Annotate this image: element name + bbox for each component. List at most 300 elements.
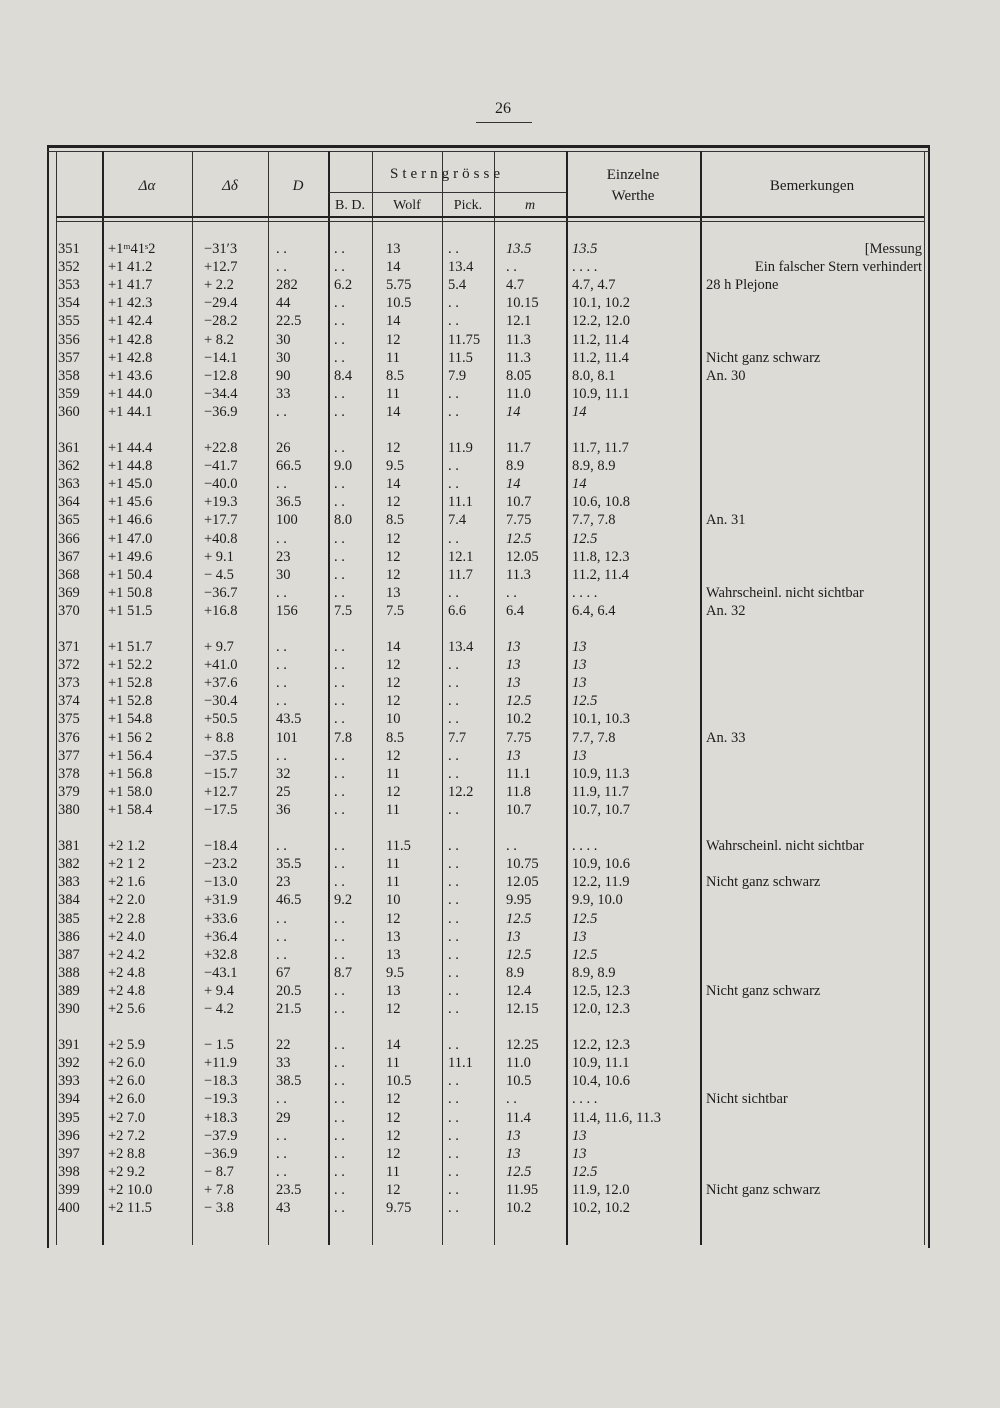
table-row <box>56 584 926 602</box>
mag-bd: 8.0 <box>334 512 353 529</box>
mag-m: 10.7 <box>506 494 532 511</box>
delta-alpha: +2 2.0 <box>108 892 146 909</box>
mag-wolf: 12 <box>386 548 401 565</box>
table-row <box>56 946 926 964</box>
mag-pick: 6.6 <box>448 602 467 619</box>
delta-alpha: +1 52.8 <box>108 675 153 692</box>
mag-bd: 8.7 <box>334 964 353 981</box>
table-row <box>56 258 926 276</box>
page-number-rule <box>476 122 532 123</box>
diameter: 36.5 <box>276 494 302 511</box>
row-number: 395 <box>58 1109 80 1126</box>
mag-bd: . . <box>334 403 345 420</box>
row-number: 357 <box>58 349 80 366</box>
row-number: 388 <box>58 964 80 981</box>
delta-delta: −29.4 <box>204 295 238 312</box>
delta-alpha: +1 52.8 <box>108 693 153 710</box>
mag-bd: . . <box>334 530 345 547</box>
mag-m: 13 <box>506 657 521 674</box>
mag-wolf: 11 <box>386 765 400 782</box>
row-number: 364 <box>58 494 80 511</box>
mag-wolf: 11 <box>386 1055 400 1072</box>
mag-m: 12.5 <box>506 1163 532 1180</box>
mag-wolf: 12 <box>386 331 401 348</box>
einzelne-werthe: 13 <box>572 657 587 674</box>
einzelne-werthe: 4.7, 4.7 <box>572 277 616 294</box>
delta-delta: +41.0 <box>204 657 238 674</box>
diameter: 38.5 <box>276 1073 302 1090</box>
mag-pick: . . <box>448 964 459 981</box>
diameter: 30 <box>276 566 291 583</box>
mag-bd: . . <box>334 313 345 330</box>
diameter: 29 <box>276 1109 291 1126</box>
bemerkung: Wahrscheinl. nicht sichtbar <box>706 584 864 601</box>
row-number: 384 <box>58 892 80 909</box>
mag-m: 12.05 <box>506 548 539 565</box>
table-row <box>56 873 926 891</box>
mag-pick: 11.9 <box>448 440 473 457</box>
delta-delta: +18.3 <box>204 1109 238 1126</box>
mag-wolf: 14 <box>386 403 401 420</box>
diameter: . . <box>276 693 287 710</box>
einzelne-werthe: 8.9, 8.9 <box>572 964 616 981</box>
diameter: 43.5 <box>276 711 302 728</box>
mag-bd: . . <box>334 241 345 258</box>
table-row <box>56 530 926 548</box>
delta-delta: +31.9 <box>204 892 238 909</box>
mag-m: 13 <box>506 747 521 764</box>
delta-delta: −41.7 <box>204 458 238 475</box>
mag-wolf: 12 <box>386 783 401 800</box>
mag-wolf: 14 <box>386 259 401 276</box>
mag-bd: . . <box>334 657 345 674</box>
table-row <box>56 909 926 927</box>
mag-pick: . . <box>448 1200 459 1217</box>
delta-alpha: +2 6.0 <box>108 1073 146 1090</box>
diameter: 90 <box>276 367 291 384</box>
mag-pick: . . <box>448 693 459 710</box>
mag-pick: . . <box>448 1109 459 1126</box>
diameter: . . <box>276 838 287 855</box>
table-row <box>56 602 926 620</box>
mag-m: 11.3 <box>506 331 531 348</box>
mag-pick: 11.7 <box>448 566 473 583</box>
diameter: . . <box>276 946 287 963</box>
bemerkung <box>700 1072 926 1090</box>
mag-wolf: 13 <box>386 241 401 258</box>
mag-pick: . . <box>448 476 459 493</box>
mag-pick: . . <box>448 910 459 927</box>
delta-alpha: +1 44.1 <box>108 403 153 420</box>
delta-alpha: +1 56.4 <box>108 747 153 764</box>
mag-m: 13.5 <box>506 241 532 258</box>
einzelne-werthe: 11.2, 11.4 <box>572 566 629 583</box>
row-number: 376 <box>58 729 80 746</box>
diameter: 21.5 <box>276 1000 302 1017</box>
mag-m: 10.2 <box>506 1200 532 1217</box>
einzelne-werthe: 11.7, 11.7 <box>572 440 629 457</box>
diameter: . . <box>276 241 287 258</box>
mag-m: 12.5 <box>506 910 532 927</box>
mag-pick: 13.4 <box>448 639 474 656</box>
mag-bd: . . <box>334 1091 345 1108</box>
mag-bd: . . <box>334 331 345 348</box>
mag-m: 13 <box>506 675 521 692</box>
row-number: 354 <box>58 295 80 312</box>
delta-delta: −34.4 <box>204 385 238 402</box>
row-number: 360 <box>58 403 80 420</box>
diameter: 23 <box>276 548 291 565</box>
einzelne-werthe: 10.7, 10.7 <box>572 801 630 818</box>
delta-alpha: +2 5.9 <box>108 1037 146 1054</box>
bemerkung: An. 32 <box>706 602 746 619</box>
mag-wolf: 11 <box>386 385 400 402</box>
mag-m: 8.9 <box>506 964 525 981</box>
diameter: 33 <box>276 1055 291 1072</box>
row-number: 374 <box>58 693 80 710</box>
mag-bd: . . <box>334 946 345 963</box>
einzelne-werthe: . . . . <box>572 259 598 276</box>
row-number: 368 <box>58 566 80 583</box>
group-spacer <box>56 1018 926 1036</box>
diameter: . . <box>276 639 287 656</box>
mag-m: 13 <box>506 1127 521 1144</box>
mag-m: 11.0 <box>506 1055 531 1072</box>
table-row <box>56 729 926 747</box>
diameter: 23.5 <box>276 1181 302 1198</box>
delta-alpha: +1 51.5 <box>108 602 153 619</box>
table-row <box>56 982 926 1000</box>
einzelne-werthe: 11.8, 12.3 <box>572 548 630 565</box>
delta-alpha: +2 6.0 <box>108 1055 146 1072</box>
row-number: 387 <box>58 946 80 963</box>
einzelne-werthe: 12.5 <box>572 530 598 547</box>
mag-m: 4.7 <box>506 277 525 294</box>
delta-delta: −36.9 <box>204 1145 238 1162</box>
delta-delta: +33.6 <box>204 910 238 927</box>
row-number: 397 <box>58 1145 80 1162</box>
delta-alpha: +1 42.8 <box>108 349 153 366</box>
table-row <box>56 1072 926 1090</box>
mag-pick: 11.75 <box>448 331 481 348</box>
diameter: . . <box>276 1091 287 1108</box>
bemerkung <box>700 530 926 548</box>
einzelne-werthe: 8.0, 8.1 <box>572 367 616 384</box>
delta-delta: −12.8 <box>204 367 238 384</box>
mag-pick: . . <box>448 1181 459 1198</box>
bemerkung: Nicht sichtbar <box>706 1091 788 1108</box>
row-number: 396 <box>58 1127 80 1144</box>
einzelne-werthe: 12.5 <box>572 1163 598 1180</box>
mag-wolf: 12 <box>386 1109 401 1126</box>
delta-alpha: +1 58.0 <box>108 783 153 800</box>
delta-alpha: +1 42.8 <box>108 331 153 348</box>
einzelne-werthe: . . . . <box>572 584 598 601</box>
einzelne-werthe: 6.4, 6.4 <box>572 602 616 619</box>
delta-alpha: +1 43.6 <box>108 367 153 384</box>
delta-delta: −19.3 <box>204 1091 238 1108</box>
mag-wolf: 11 <box>386 1163 400 1180</box>
mag-bd: . . <box>334 1200 345 1217</box>
table-row <box>56 692 926 710</box>
row-number: 366 <box>58 530 80 547</box>
diameter: . . <box>276 910 287 927</box>
einzelne-werthe: 10.1, 10.2 <box>572 295 630 312</box>
delta-delta: −18.4 <box>204 838 238 855</box>
bemerkung <box>700 855 926 873</box>
delta-alpha: +2 1.6 <box>108 874 146 891</box>
einzelne-werthe: 10.9, 11.1 <box>572 1055 630 1072</box>
table-top-rule <box>47 151 930 152</box>
mag-wolf: 12 <box>386 657 401 674</box>
mag-m: 10.2 <box>506 711 532 728</box>
table-row <box>56 1199 926 1217</box>
delta-delta: +11.9 <box>204 1055 238 1072</box>
row-number: 390 <box>58 1000 80 1017</box>
delta-alpha: +1 44.8 <box>108 458 153 475</box>
bemerkung: An. 33 <box>706 729 746 746</box>
delta-alpha: +1 54.8 <box>108 711 153 728</box>
bemerkung <box>700 330 926 348</box>
einzelne-werthe: 10.6, 10.8 <box>572 494 630 511</box>
header-delta-alpha: Δα <box>138 178 156 194</box>
bemerkung <box>700 692 926 710</box>
delta-delta: +16.8 <box>204 602 238 619</box>
mag-bd: . . <box>334 1037 345 1054</box>
delta-delta: −43.1 <box>204 964 238 981</box>
mag-bd: . . <box>334 874 345 891</box>
einzelne-werthe: 10.4, 10.6 <box>572 1073 630 1090</box>
mag-bd: . . <box>334 1000 345 1017</box>
table-row <box>56 765 926 783</box>
mag-bd: . . <box>334 1163 345 1180</box>
delta-delta: −14.1 <box>204 349 238 366</box>
bemerkung <box>700 638 926 656</box>
delta-delta: − 4.2 <box>204 1000 234 1017</box>
mag-m: . . <box>506 1091 517 1108</box>
delta-delta: − 8.7 <box>204 1163 234 1180</box>
einzelne-werthe: 12.0, 12.3 <box>572 1000 630 1017</box>
table-row <box>56 566 926 584</box>
mag-wolf: 14 <box>386 639 401 656</box>
diameter: 101 <box>276 729 298 746</box>
mag-bd: . . <box>334 566 345 583</box>
mag-bd: . . <box>334 349 345 366</box>
delta-alpha: +1 50.8 <box>108 584 153 601</box>
mag-bd: . . <box>334 711 345 728</box>
row-number: 359 <box>58 385 80 402</box>
bemerkung <box>700 403 926 421</box>
diameter: . . <box>276 1163 287 1180</box>
mag-wolf: 12 <box>386 1127 401 1144</box>
mag-wolf: 13 <box>386 946 401 963</box>
delta-alpha: +1 44.0 <box>108 385 153 402</box>
delta-alpha: +2 4.8 <box>108 982 146 999</box>
row-number: 353 <box>58 277 80 294</box>
bemerkung <box>700 765 926 783</box>
header-bemerkungen: Bemerkungen <box>769 178 855 194</box>
mag-wolf: 12 <box>386 747 401 764</box>
bemerkung <box>700 783 926 801</box>
delta-alpha: +1 41.2 <box>108 259 153 276</box>
table-row <box>56 330 926 348</box>
mag-pick: . . <box>448 1000 459 1017</box>
delta-delta: + 2.2 <box>204 277 234 294</box>
mag-wolf: 14 <box>386 313 401 330</box>
table-row <box>56 240 926 258</box>
table-row <box>56 294 926 312</box>
mag-wolf: 14 <box>386 1037 401 1054</box>
mag-m: 6.4 <box>506 602 525 619</box>
delta-alpha: +2 6.0 <box>108 1091 146 1108</box>
delta-alpha: +1 56.8 <box>108 765 153 782</box>
mag-pick: 7.7 <box>448 729 467 746</box>
einzelne-werthe: 11.2, 11.4 <box>572 349 629 366</box>
group-spacer <box>56 421 926 439</box>
mag-pick: . . <box>448 657 459 674</box>
bemerkung <box>700 801 926 819</box>
diameter: 46.5 <box>276 892 302 909</box>
table-row <box>56 1090 926 1108</box>
bemerkung <box>700 1163 926 1181</box>
delta-alpha: +2 2.8 <box>108 910 146 927</box>
mag-wolf: 10 <box>386 711 401 728</box>
mag-m: 10.7 <box>506 801 532 818</box>
mag-bd: . . <box>334 1055 345 1072</box>
table-row <box>56 367 926 385</box>
mag-wolf: 9.75 <box>386 1200 412 1217</box>
mag-wolf: 12 <box>386 1000 401 1017</box>
table-row <box>56 1163 926 1181</box>
mag-m: 11.3 <box>506 349 531 366</box>
delta-delta: + 7.8 <box>204 1181 234 1198</box>
mag-bd: 7.5 <box>334 602 353 619</box>
header-bottom-rule-2 <box>56 221 924 222</box>
bemerkung: An. 30 <box>706 367 746 384</box>
table-row <box>56 801 926 819</box>
einzelne-werthe: 14 <box>572 476 587 493</box>
mag-wolf: 11.5 <box>386 838 411 855</box>
table-row <box>56 475 926 493</box>
mag-m: 11.95 <box>506 1181 539 1198</box>
header-bd: B. D. <box>335 198 365 213</box>
mag-bd: . . <box>334 747 345 764</box>
table-row <box>56 837 926 855</box>
row-number: 375 <box>58 711 80 728</box>
mag-pick: . . <box>448 530 459 547</box>
bemerkung <box>700 674 926 692</box>
mag-bd: 6.2 <box>334 277 353 294</box>
bemerkung <box>700 1199 926 1217</box>
bemerkung <box>700 312 926 330</box>
mag-bd: . . <box>334 910 345 927</box>
delta-alpha: +2 4.0 <box>108 928 146 945</box>
mag-pick: . . <box>448 295 459 312</box>
delta-delta: +22.8 <box>204 440 238 457</box>
mag-bd: . . <box>334 385 345 402</box>
delta-alpha: +2 8.8 <box>108 1145 146 1162</box>
mag-bd: 9.0 <box>334 458 353 475</box>
table-row <box>56 891 926 909</box>
bemerkung: Nicht ganz schwarz <box>706 349 821 366</box>
mag-bd: . . <box>334 548 345 565</box>
delta-alpha: +2 1 2 <box>108 856 146 873</box>
mag-pick: . . <box>448 711 459 728</box>
einzelne-werthe: 13 <box>572 1145 587 1162</box>
bemerkung: Nicht ganz schwarz <box>706 982 821 999</box>
mag-wolf: 12 <box>386 494 401 511</box>
bemerkung: Ein falscher Stern verhindert <box>754 259 922 276</box>
table-row <box>56 656 926 674</box>
delta-alpha: +1 52.2 <box>108 657 153 674</box>
bemerkung: An. 31 <box>706 512 746 529</box>
diameter: 22.5 <box>276 313 302 330</box>
row-number: 356 <box>58 331 80 348</box>
mag-pick: . . <box>448 765 459 782</box>
row-number: 381 <box>58 838 80 855</box>
mag-wolf: 11 <box>386 349 400 366</box>
delta-delta: +37.6 <box>204 675 238 692</box>
header-wolf: Wolf <box>393 198 421 213</box>
mag-wolf: 9.5 <box>386 964 405 981</box>
delta-delta: +17.7 <box>204 512 238 529</box>
mag-pick: . . <box>448 1127 459 1144</box>
diameter: 23 <box>276 874 291 891</box>
mag-pick: . . <box>448 892 459 909</box>
diameter: 22 <box>276 1037 291 1054</box>
delta-alpha: +2 1.2 <box>108 838 146 855</box>
mag-wolf: 12 <box>386 693 401 710</box>
diameter: 43 <box>276 1200 291 1217</box>
row-number: 351 <box>58 241 80 258</box>
einzelne-werthe: 10.2, 10.2 <box>572 1200 630 1217</box>
mag-wolf: 14 <box>386 476 401 493</box>
delta-delta: −31′3 <box>204 241 238 258</box>
delta-delta: + 9.4 <box>204 982 234 999</box>
mag-wolf: 10.5 <box>386 1073 412 1090</box>
table-row <box>56 457 926 475</box>
mag-pick: 11.1 <box>448 494 473 511</box>
delta-delta: −30.4 <box>204 693 238 710</box>
mag-pick: . . <box>448 747 459 764</box>
mag-pick: . . <box>448 928 459 945</box>
delta-alpha: +1 44.4 <box>108 440 153 457</box>
einzelne-werthe: . . . . <box>572 838 598 855</box>
mag-m: 12.25 <box>506 1037 539 1054</box>
row-number: 393 <box>58 1073 80 1090</box>
sterngroesse-subrule <box>328 192 566 193</box>
row-number: 386 <box>58 928 80 945</box>
diameter: . . <box>276 476 287 493</box>
delta-alpha: +2 9.2 <box>108 1163 146 1180</box>
mag-pick: . . <box>448 946 459 963</box>
mag-wolf: 12 <box>386 1145 401 1162</box>
mag-bd: . . <box>334 675 345 692</box>
row-number: 383 <box>58 874 80 891</box>
delta-delta: −28.2 <box>204 313 238 330</box>
mag-pick: . . <box>448 313 459 330</box>
mag-bd: . . <box>334 1109 345 1126</box>
mag-m: 12.5 <box>506 946 532 963</box>
delta-delta: −36.9 <box>204 403 238 420</box>
mag-wolf: 10.5 <box>386 295 412 312</box>
diameter: . . <box>276 657 287 674</box>
mag-m: 7.75 <box>506 729 532 746</box>
einzelne-werthe: 11.2, 11.4 <box>572 331 629 348</box>
table-row <box>56 1036 926 1054</box>
diameter: 100 <box>276 512 298 529</box>
einzelne-werthe: 12.2, 12.0 <box>572 313 630 330</box>
